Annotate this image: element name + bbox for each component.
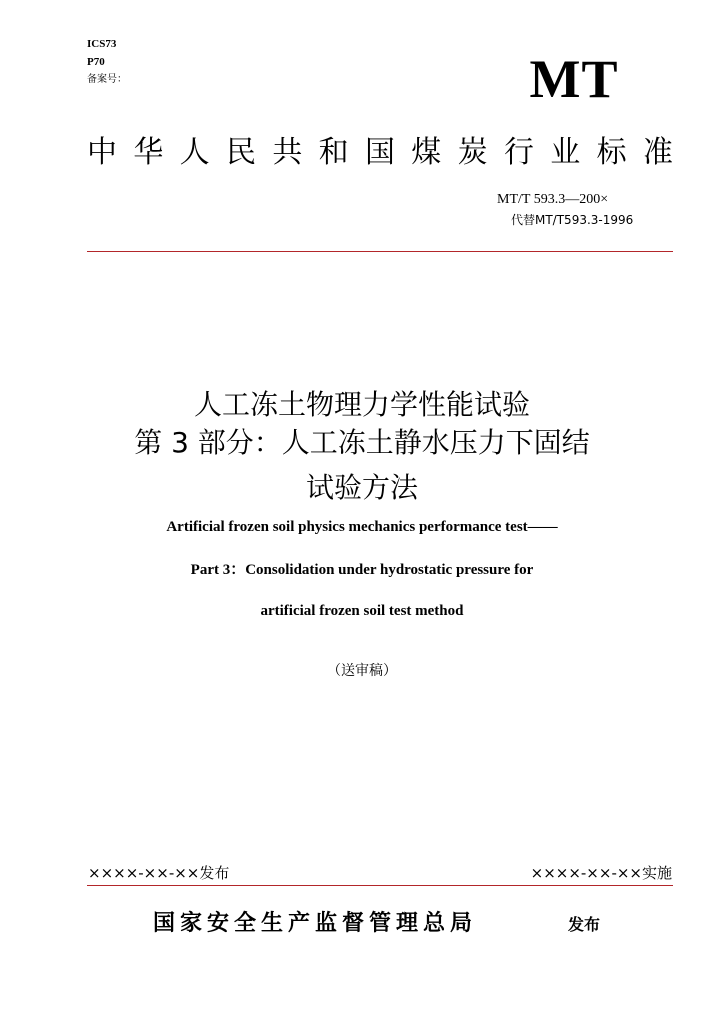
chinese-title-line-1: 人工冻土物理力学性能试验: [193, 388, 530, 421]
standard-title-char: 准: [642, 135, 673, 170]
standard-title-char: 共: [272, 135, 303, 170]
standard-number: MT/T 593.3—200×: [497, 192, 609, 207]
standard-title-char: 炭: [457, 135, 488, 170]
draft-status: （送审稿）: [327, 663, 397, 679]
mt-logo: MT: [529, 49, 619, 109]
standard-title-char: 民: [225, 135, 256, 170]
ics-code: ICS73: [87, 38, 117, 50]
issuing-authority: 国家安全生产监督管理总局: [153, 911, 478, 936]
effective-date: ××××-××-××实施: [530, 864, 672, 882]
standard-title-char: 标: [596, 135, 627, 170]
chinese-title-line-2: 第 3 部分：人工冻土静水压力下固结: [134, 426, 590, 459]
bottom-divider: [87, 885, 673, 886]
replaces-standard: 代替MT/T593.3-1996: [511, 213, 634, 227]
standard-title-char: 和: [318, 135, 349, 170]
top-divider: [87, 251, 673, 252]
standard-title-char: 华: [133, 135, 164, 170]
standard-category-title: [87, 134, 673, 172]
standard-title-char: 行: [503, 135, 534, 170]
standard-title-char: 中: [87, 135, 117, 170]
standard-title-char: 人: [179, 135, 210, 170]
english-title-line-2: Part 3：Consolidation under hydrostatic pressure for: [190, 562, 534, 578]
record-number-label: 备案号：: [87, 74, 127, 85]
classification-code: P70: [87, 56, 105, 68]
english-title-line-3: artificial frozen soil test method: [260, 603, 464, 619]
standard-title-char: 国: [364, 135, 395, 170]
standard-title-char: 业: [550, 135, 581, 170]
standard-title-char: 煤: [411, 135, 442, 170]
publish-date: ××××-××-××发布: [88, 864, 230, 882]
issue-label: 发布: [568, 915, 601, 934]
english-title-line-1: Artificial frozen soil physics mechanics performance test——: [166, 519, 558, 535]
chinese-title-line-3: 试验方法: [305, 471, 418, 504]
